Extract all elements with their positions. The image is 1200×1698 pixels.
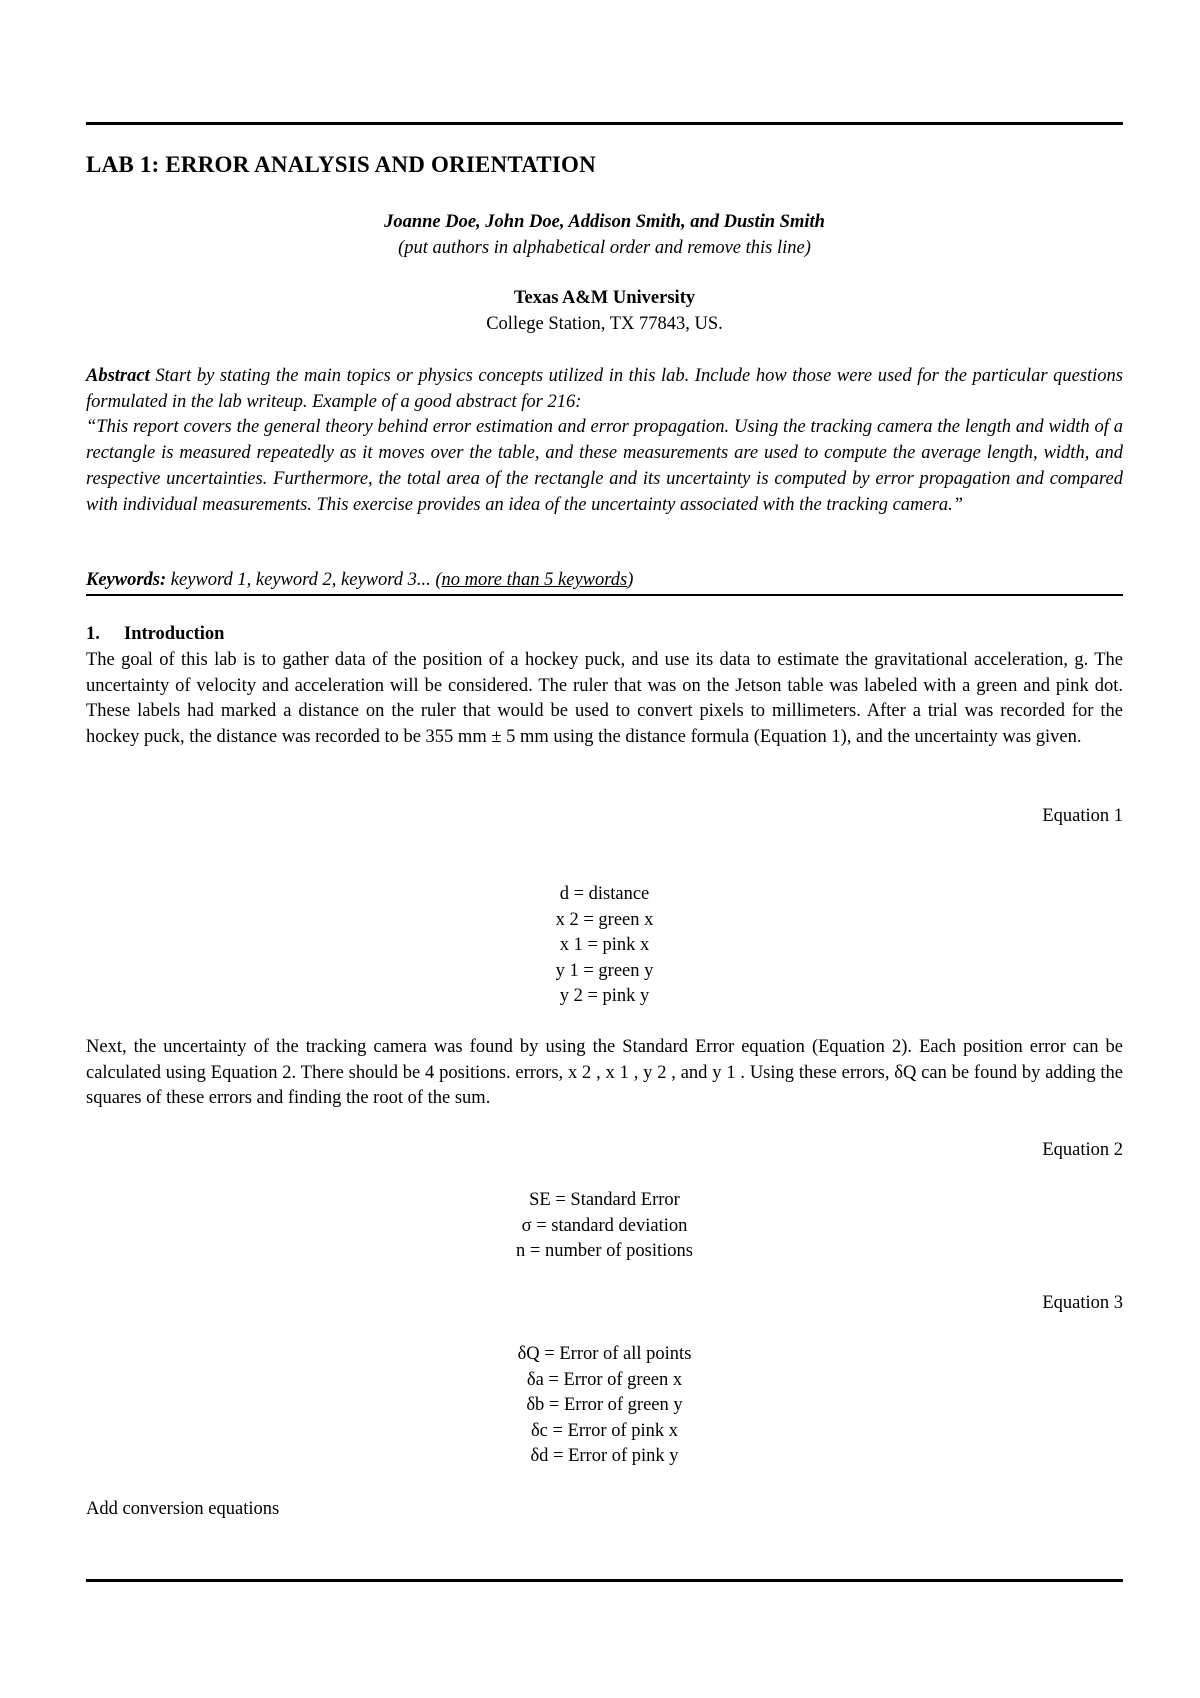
definition-item: δc = Error of pink x [530,1420,679,1441]
section-rule [86,594,1123,596]
section-title: Introduction [124,624,225,644]
keywords-limit: no more than 5 keywords [441,570,628,590]
conversion-note: Add conversion equations [86,1499,280,1519]
equation-3-label: Equation 3 [1042,1293,1123,1313]
definition-item: δa = Error of green x [526,1369,683,1390]
paper-title: LAB 1: ERROR ANALYSIS AND ORIENTATION [86,152,596,177]
definition-item: σ = standard deviation [521,1215,688,1236]
equation-2-definitions [86,1188,1123,1265]
document-page [86,0,1123,1698]
equation-1-definitions [86,882,1123,1010]
definition-item: δQ = Error of all points [517,1344,692,1364]
definition-item: δb = Error of green y [526,1395,683,1416]
author-list: Joanne Doe, John Doe, Addison Smith, and Dustin Smith [384,212,825,232]
keywords [86,568,1123,593]
bottom-rule [86,1579,1123,1582]
definition-item: x 2 = green x [555,909,654,930]
equation-2-label: Equation 2 [1042,1140,1123,1160]
definition-item: δd = Error of pink y [530,1446,679,1467]
section-number: 1. [86,624,100,644]
section-heading [86,622,224,647]
uncertainty-paragraph: Next, the uncertainty of the tracking camera was found by using the Standard Error equation (Equation 2). Each position error can be calculated using Equation 2. There should be 4 positions. errors, x 2 , x 1 , y 2 , and y 1 . Using these errors, δQ can be found by adding the squares of these errors and finding the root of the sum. [86,1037,1123,1109]
abstract-text: Start by stating the main topics or physics concepts utilized in this lab. Include how those were used for the particular questions formulated in the lab writeup. Example of a good abstract for 216: [86,366,1124,412]
keywords-text: keyword 1, keyword 2, keyword 3... ( [170,570,442,590]
equation-3-definitions [86,1342,1123,1470]
definition-item: y 2 = pink y [559,986,650,1007]
keywords-close: ) [627,570,634,590]
definition-item: SE = Standard Error [529,1190,680,1210]
affiliation: Texas A&M University [513,288,696,308]
abstract-label: Abstract [86,366,150,386]
definition-item: n = number of positions [516,1241,693,1262]
definition-item: x 1 = pink x [559,935,650,956]
equation-1-label: Equation 1 [1042,806,1123,826]
address: College Station, TX 77843, US. [486,314,723,334]
definition-item: y 1 = green y [555,960,654,981]
definition-item: d = distance [559,884,650,904]
abstract [86,364,1123,518]
author-note: (put authors in alphabetical order and remove this line) [398,238,811,258]
intro-paragraph: The goal of this lab is to gather data of the position of a hockey puck, and use its data to estimate the gravitational acceleration, g. The uncertainty of velocity and acceleration will be considered. The ruler that was on the Jetson table was labeled with a green and pink dot. These labels had marked a distance on the ruler that would be used to convert pixels to millimeters. After a trial was recorded for the hockey puck, the distance was recorded to be 355 mm ± 5 mm using the distance formula (Equation 1), and the uncertainty was given. [86,650,1123,747]
abstract-intro [86,364,1123,415]
keywords-label: Keywords: [86,570,167,590]
abstract-example: “This report covers the general theory behind error estimation and error propagation. Using the tracking camera the length and width of a rectangle is measured repeatedly as it moves over the table, and these measurements are used to compute the average length, width, and respective uncertainties. Furthermore, the total area of the rectangle and its uncertainty is computed by error propagation and compared with individual measurements. This exercise provides an idea of the uncertainty associated with the tracking camera.” [86,417,1123,515]
top-rule [86,122,1123,125]
